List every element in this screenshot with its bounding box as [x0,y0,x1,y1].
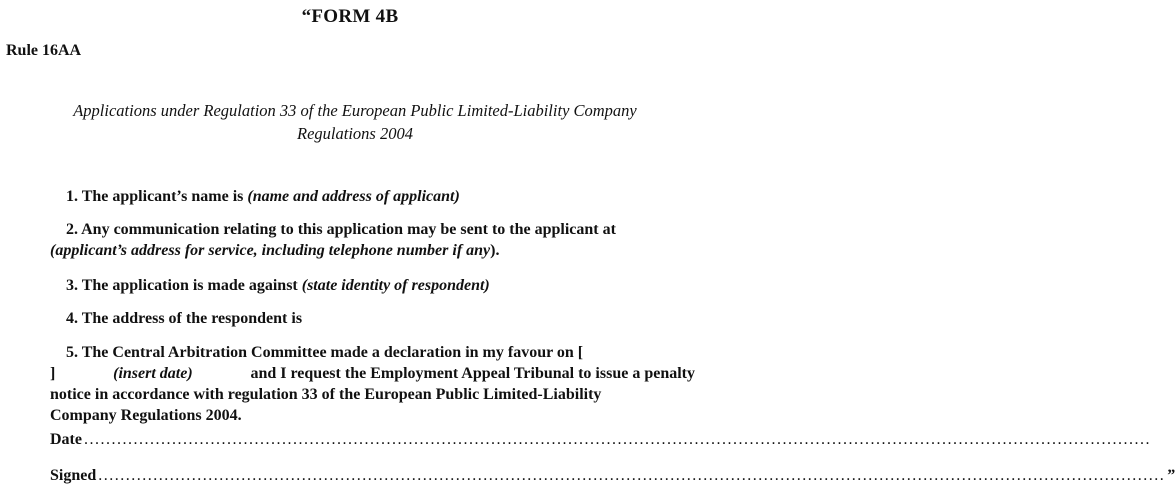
item-5-line-1: 5. The Central Arbitration Committee made a declaration in my favour on [ [66,344,584,361]
closing-quote: ” [1167,467,1175,484]
item-5-declaration [50,342,695,426]
rule-reference: Rule 16AA [6,42,82,59]
heading-line-1: Applications under Regulation 33 of the European Public Limited-Liability Company [73,101,637,120]
item-4-respondent-address: 4. The address of the respondent is [66,310,303,327]
item-5-line-2 [50,363,695,384]
item-1-text: 1. The applicant’s name is [66,188,248,205]
signed-dotted-line: .................................................................................................................................................................................................. [98,467,1166,484]
item-5-line-2-pre: ] [50,365,56,382]
item-2-line-1: 2. Any communication relating to this application may be sent to the applicant at [66,221,616,238]
item-5-line-4: Company Regulations 2004. [50,407,242,424]
item-2-line-2 [50,240,695,261]
item-1-italic: (name and address of applicant) [247,188,460,205]
item-5-line-3: notice in accordance with regulation 33 of the European Public Limited-Liability [50,386,602,403]
item-5-insert-date: (insert date) [113,365,193,382]
item-3-text: 3. The application is made against [66,277,302,294]
item-5-line-2-post: and I request the Employment Appeal Tribunal to issue a penalty [250,365,695,382]
heading-line-2: Regulations 2004 [297,124,413,143]
date-dotted-line: .................................................................................................................................................................................................. [83,431,1151,448]
signed-field [50,467,1175,485]
item-2-italic: (applicant’s address for service, including telephone number if any [50,242,491,259]
item-2-communication [50,219,695,261]
item-3-italic: (state identity of respondent) [301,277,490,294]
signed-label: Signed [50,467,97,484]
item-1-applicant-name [66,186,460,207]
form-heading [30,99,680,145]
date-label: Date [50,431,82,448]
form-title: “FORM 4B [301,6,399,27]
item-3-respondent [66,275,490,296]
item-2-tail: ). [490,242,500,259]
date-field [50,431,1151,449]
